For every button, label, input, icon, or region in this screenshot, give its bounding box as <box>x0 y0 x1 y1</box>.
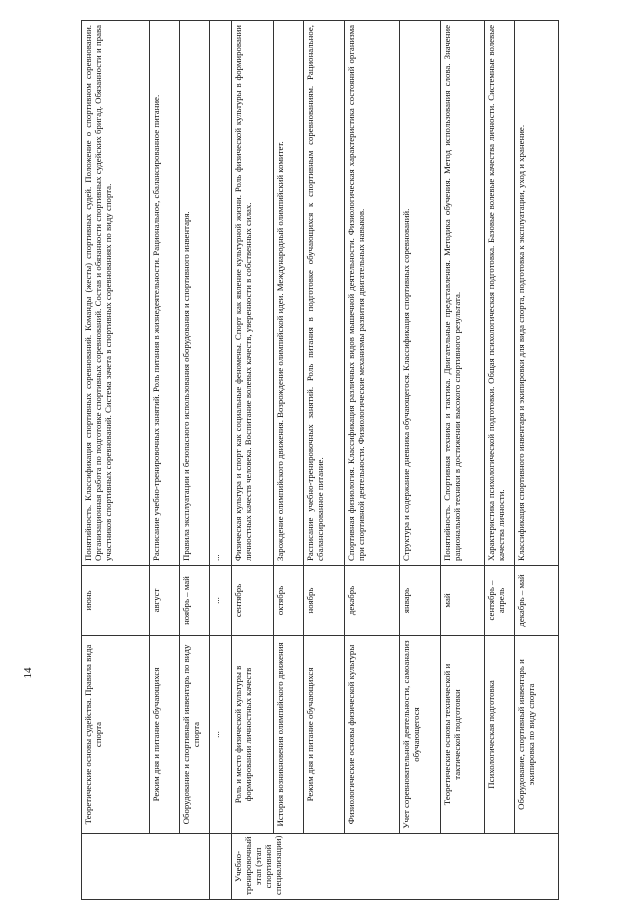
program-table <box>81 20 559 900</box>
table-row <box>232 21 273 900</box>
content-cell: Понятийность. Классификация спортивных соревнований. Команды (жесты) спортивных судей. Положение о спортивном соревновании. Организационная работа по подготовке спортивных соревнований. Состав и обязанности спортивных судейских бригад. Обязанности и права участников спортивных соревнований. Система зачета в спортивных соревнованиях по виду спорта. <box>82 21 150 566</box>
table-row <box>180 21 210 900</box>
month-cell: декабрь <box>345 566 399 636</box>
table-row <box>484 21 514 900</box>
month-cell: ноябрь <box>304 566 345 636</box>
content-cell: Физическая культура и спорт как социальные феномены. Спорт как явление культурной жизни. Роль физической культуры в формировании личностных качеств человека. Воспитание волевых качеств, уверенности в собственных силах. <box>232 21 273 566</box>
table-row <box>149 21 179 900</box>
topic-cell: Оборудование и спортивный инвентарь по виду спорта <box>180 636 210 834</box>
content-cell: Классификация спортивного инвентаря и экипировки для вида спорта, подготовка к эксплуатации, уход и хранение. <box>515 21 559 566</box>
content-cell: Характеристика психологической подготовки. Общая психологическая подготовка. Базовые волевые качества личности. Системные волевые качества личности. <box>484 21 514 566</box>
table-row <box>345 21 399 900</box>
month-cell: август <box>149 566 179 636</box>
month-cell: ... <box>210 566 232 636</box>
topic-cell: История возникновения олимпийского движения <box>273 636 303 834</box>
table-row <box>273 21 303 900</box>
topic-cell: ... <box>210 636 232 834</box>
month-cell: сентябрь – апрель <box>484 566 514 636</box>
month-cell: декабрь – май <box>515 566 559 636</box>
stage-cell: Учебно-тренировочный этап (этап спортивной специализации) <box>232 834 559 900</box>
month-cell: сентябрь <box>232 566 273 636</box>
month-cell: январь <box>399 566 440 636</box>
content-cell: ... <box>210 21 232 566</box>
topic-cell: Учет соревновательной деятельности, самоанализ обучающегося <box>399 636 440 834</box>
table-row <box>82 21 150 900</box>
content-cell: Спортивная физиология. Классификация различных видов мышечной деятельности. Физиологическая характеристика состояний организма при спортивной деятельности. Физиологические механизмы развития двигательных навыков. <box>345 21 399 566</box>
month-cell: май <box>441 566 485 636</box>
table-row <box>441 21 485 900</box>
month-cell: ноябрь – май <box>180 566 210 636</box>
topic-cell: Психологическая подготовка <box>484 636 514 834</box>
content-cell: Понятийность. Спортивная техника и тактика. Двигательные представления. Методика обучения. Метод использования слова. Значение рациональной техники в достижении высокого спортивного результата. <box>441 21 485 566</box>
topic-cell: Теоретические основы технической и тактической подготовки <box>441 636 485 834</box>
topic-cell: Режим дня и питание обучающихся <box>149 636 179 834</box>
topic-cell: Теоретические основы судейства. Правила вида спорта <box>82 636 150 834</box>
topic-cell: Роль и место физической культуры в формировании личностных качеств <box>232 636 273 834</box>
content-cell: Расписание учебно-тренировочных занятий. Роль питания в подготовке обучающихся к спортивным соревнованиям. Рациональное, сбалансированное питание. <box>304 21 345 566</box>
content-cell: Зарождение олимпийского движения. Возрождение олимпийской идеи. Международный олимпийский комитет. <box>273 21 303 566</box>
stage-cell-gap <box>210 834 232 900</box>
topic-cell: Физиологические основы физической культуры <box>345 636 399 834</box>
table-row <box>210 21 232 900</box>
page-number: 14 <box>22 667 34 679</box>
content-cell: Правила эксплуатации и безопасного использования оборудования и спортивного инвентаря. <box>180 21 210 566</box>
table-row <box>399 21 440 900</box>
topic-cell: Режим дня и питание обучающихся <box>304 636 345 834</box>
stage-cell-top <box>82 834 210 900</box>
month-cell: октябрь <box>273 566 303 636</box>
content-cell: Расписание учебно-тренировочных занятий. Роль питания в жизнедеятельности. Рациональное, сбалансированное питание. <box>149 21 179 566</box>
topic-cell: Оборудование, спортивный инвентарь и экипировка по виду спорта <box>515 636 559 834</box>
rotated-page <box>81 20 559 900</box>
month-cell: июнь <box>82 566 150 636</box>
table-row <box>515 21 559 900</box>
content-cell: Структура и содержание дневника обучающегося. Классификация спортивных соревнований. <box>399 21 440 566</box>
table-row <box>304 21 345 900</box>
